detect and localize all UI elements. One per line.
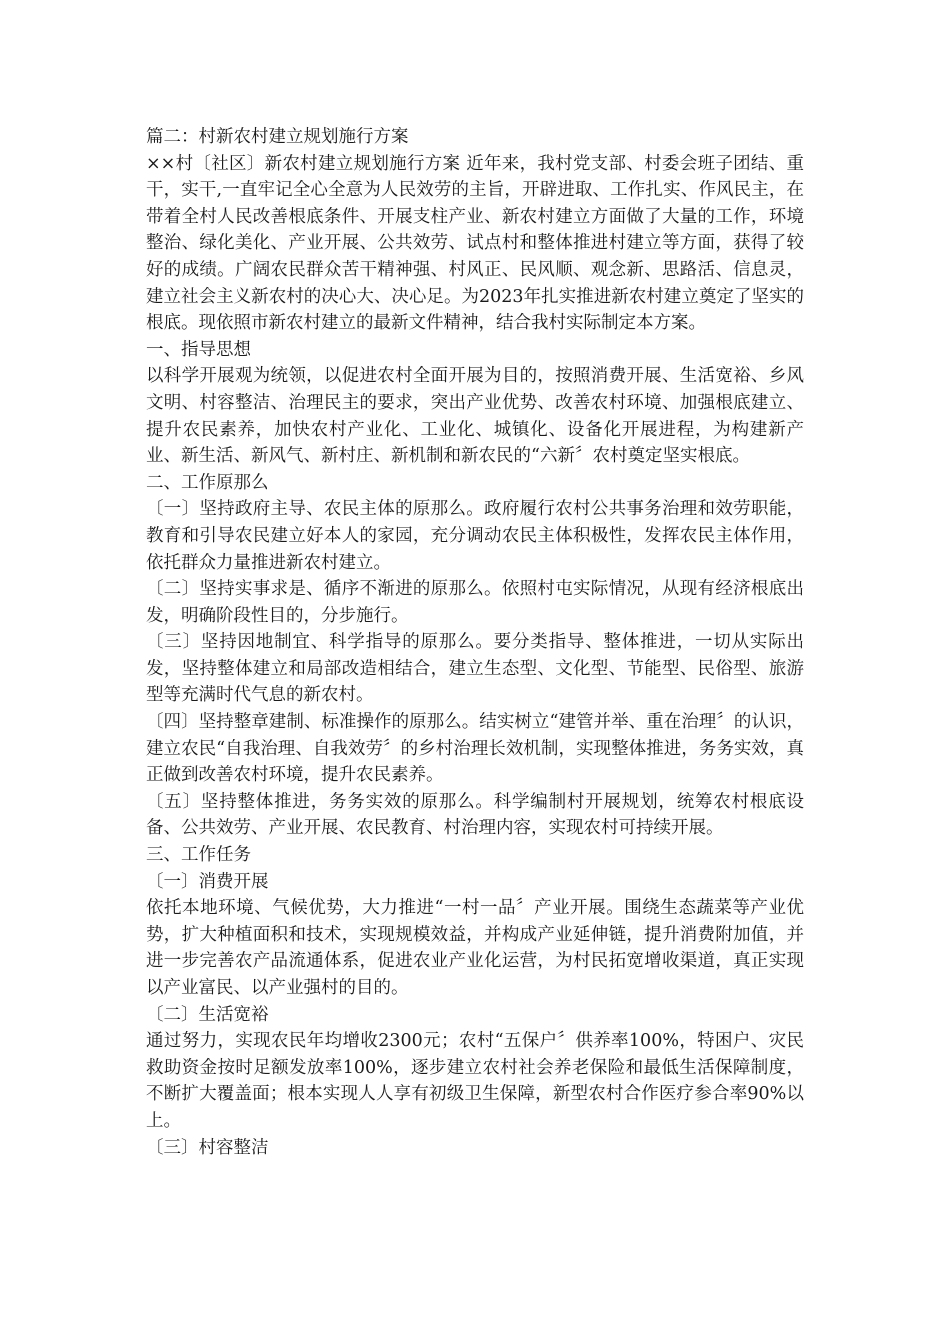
section-heading-work-tasks: 三、工作任务 (146, 845, 251, 866)
subheading-living: 〔二〕生活宽裕 (146, 1004, 269, 1025)
principle-3-paragraph: 〔三〕坚持因地制宜、科学指导的原那么。要分类指导、整体推进，一切从实际出发，坚持整体建立和局部改造相结合，建立生态型、文化型、节能型、民俗型、旅游型等充满时代气息的新农村。 (146, 632, 804, 706)
principle-4-paragraph: 〔四〕坚持整章建制、标准操作的原那么。结实树立“建管并举、重在治理〞的认识，建立农民“自我治理、自我效劳〞的乡村治理长效机制，实现整体推进，务务实效，真正做到改善农村环境，提升农民素养。 (146, 712, 804, 786)
subheading-production: 〔一〕消费开展 (146, 871, 269, 892)
document-title: 篇二：村新农村建立规划施行方案 (146, 127, 409, 147)
living-paragraph: 通过努力，实现农民年均增收2300元；农村“五保户〞供养率100%，特困户、灾民救助资金按时足额发放率100%，逐步建立农村社会养老保险和最低生活保障制度，不断扩大覆盖面；根本实现人人享有初级卫生保障，新型农村合作医疗参合率90%以上。 (146, 1031, 804, 1131)
document-body (146, 124, 804, 1161)
subheading-village-appearance: 〔三〕村容整洁 (146, 1137, 269, 1158)
principle-1-paragraph: 〔一〕坚持政府主导、农民主体的原那么。政府履行农村公共事务治理和效劳职能，教育和引导农民建立好本人的家园，充分调动农民主体积极性，发挥农民主体作用，依托群众力量推进新农村建立。 (146, 499, 804, 573)
principle-5-paragraph: 〔五〕坚持整体推进，务务实效的原那么。科学编制村开展规划，统筹农村根底设备、公共效劳、产业开展、农民教育、村治理内容，实现农村可持续开展。 (146, 791, 804, 839)
section-heading-work-principles: 二、工作原那么 (146, 472, 269, 493)
guiding-thought-paragraph: 以科学开展观为统领，以促进农村全面开展为目的，按照消费开展、生活宽裕、乡风文明、村容整洁、治理民主的要求，突出产业优势、改善农村环境、加强根底建立、提升农民素养，加快农村产业化、工业化、城镇化、设备化开展进程，为构建新产业、新生活、新风气、新村庄、新机制和新农民的“六新〞农村奠定坚实根底。 (146, 366, 804, 467)
section-heading-guiding-thought: 一、指导思想 (146, 339, 251, 360)
production-paragraph: 依托本地环境、气候优势，大力推进“一村一品〞产业开展。围绕生态蔬菜等产业优势，扩大种植面积和技术，实现规模效益，并构成产业延伸链，提升消费附加值，并进一步完善农产品流通体系，促进农业产业化运营，为村民拓宽增收渠道，真正实现以产业富民、以产业强村的目的。 (146, 898, 804, 998)
intro-paragraph: ××村〔社区〕新农村建立规划施行方案 近年来，我村党支部、村委会班子团结、重干，实干,一直牢记全心全意为人民效劳的主旨，开辟进取、工作扎实、作风民主，在带着全村人民改善根底条件、开展支柱产业、新农村建立方面做了大量的工作，环境整治、绿化美化、产业开展、公共效劳、试点村和整体推进村建立等方面，获得了较好的成绩。广阔农民群众苦干精神强、村风正、民风顺、观念新、思路活、信息灵，建立社会主义新农村的决心大、决心足。为2023年扎实推进新农村建立奠定了坚实的根底。现依照市新农村建立的最新文件精神，结合我村实际制定本方案。 (146, 153, 804, 334)
principle-2-paragraph: 〔二〕坚持实事求是、循序不渐进的原那么。依照村屯实际情况，从现有经济根底出发，明确阶段性目的，分步施行。 (146, 579, 804, 626)
